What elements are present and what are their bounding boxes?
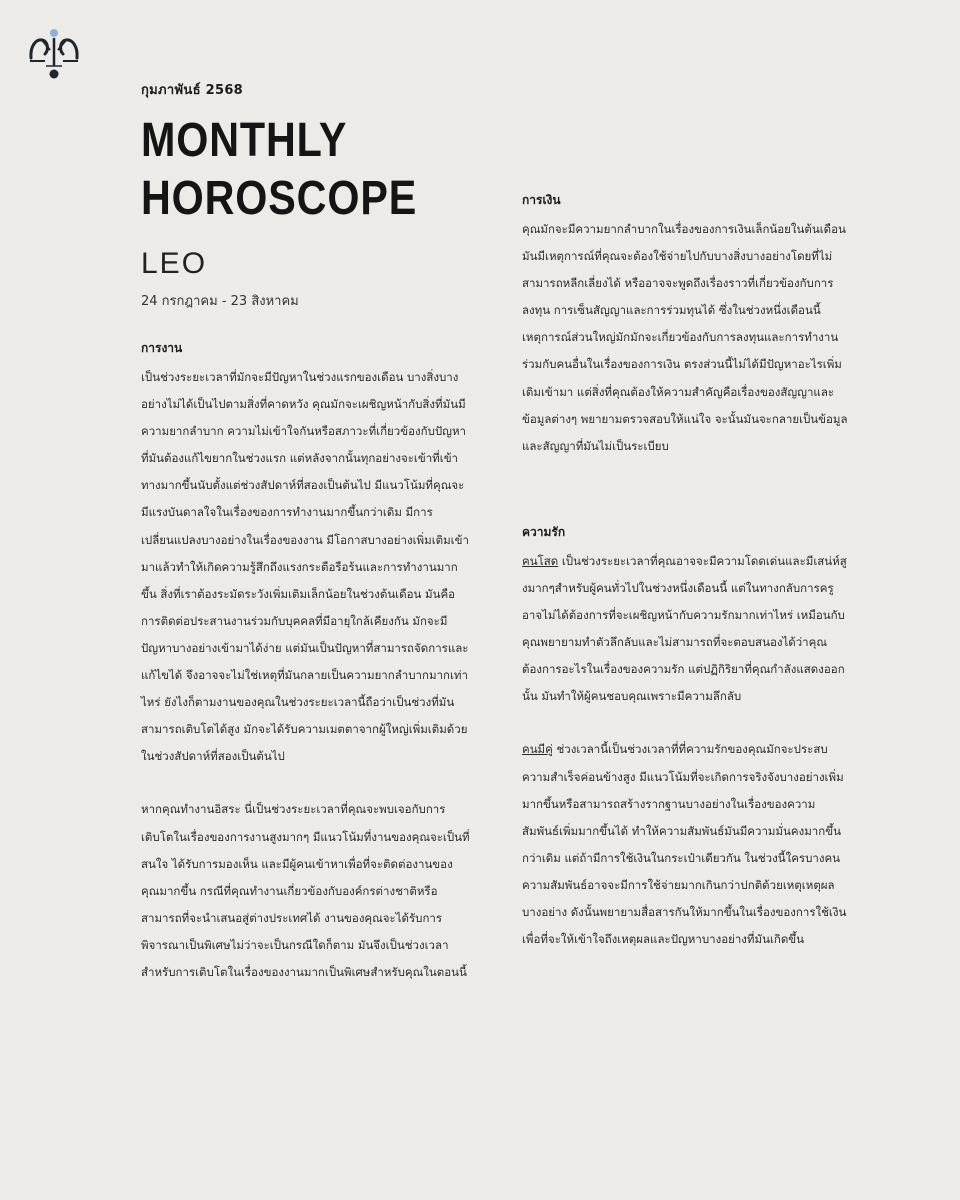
leo-scales-logo [28,28,80,80]
money-paragraph: คุณมักจะมีความยากลำบากในเรื่องของการเงินเล็กน้อยในต้นเดือน มันมีเหตุการณ์ที่คุณจะต้องใช้จ่ายไปกับบางสิ่งบางอย่างโดยที่ไม่สามารถหลีกเลี่ยงได้ หรืออาจจะพูดถึงเรื่องราวที่เกี่ยวข้องกับการลงทุน การเซ็นสัญญาและการร่วมทุนได้ ซึ่งในช่วงหนึ่งเดือนนี้เหตุการณ์ส่วนใหญ่มักมักจะเกี่ยวข้องกับการลงทุนและการทำงานร่วมกับคนอื่นในเรื่องของการเงิน ตรงส่วนนี้ไม่ได้มีปัญหาอะไรเพิ่มเติมเข้ามา แต่สิ่งที่คุณต้องให้ความสำคัญคือเรื่องของสัญญาและข้อมูลต่างๆ พยายามตรวจสอบให้แน่ใจ จะนั้นมันจะกลายเป็นข้อมูลและสัญญาที่มันไม่เป็นระเบียบ [522,222,848,453]
title-line-2: HOROSCOPE [141,172,418,225]
zodiac-sign: LEO [141,247,208,280]
page-title [141,112,425,228]
work-paragraph-1: เป็นช่วงระยะเวลาที่มักจะมีปัญหาในช่วงแรกของเดือน บางสิ่งบางอย่างไม่ได้เป็นไปตามสิ่งที่คาดหวัง คุณมักจะเผชิญหน้ากับสิ่งที่มันมีความยากลำบาก ความไม่เข้าใจกันหรือสภาวะที่เกี่ยวข้องกับปัญหาที่มันต้องแก้ไขยากในช่วงแรก แต่หลังจากนั้นทุกอย่างจะเข้าที่เข้าทางมากขึ้นนับตั้งแต่ช่วงสัปดาห์ที่สองเป็นต้นไป มีแนวโน้มที่คุณจะมีแรงบันดาลใจในเรื่องของการทำงานมากขึ้นกว่าเดิม มีการเปลี่ยนแปลงบางอย่างในเรื่องของงาน มีโอกาสบางอย่างเพิ่มเติมเข้ามาแล้วทำให้เกิดความรู้สึกถึงแรงกระตือรือร้นและการทำงานมากขึ้น สิ่งที่เราต้องระมัดระวังเพิ่มเติมเล็กน้อยในช่วงต้นเดือน มันคือการติดต่อประสานงานร่วมกับบุคคลที่มีอายุใกล้เคียงกัน มักจะมีปัญหาบางอย่างเข้ามาได้ง่าย แต่มันเป็นปัญหาที่สามารถจัดการและแก้ไขได้ จึงอาจจะไม่ใช่เหตุที่มันกลายเป็นความยากลำบากมากเท่าไหร่ ยังไงก็ตามงานของคุณในช่วงระยะเวลานี้ถือว่าเป็นช่วงที่มันสามารถเติบโตได้สูง มักจะได้รับความเมตตาจากผู้ใหญ่เพิ่มเติมด้วยในช่วงสัปดาห์ที่สองเป็นต้นไป [141,370,469,764]
right-column [522,190,852,953]
title-line-1: MONTHLY [141,114,348,167]
love-heading: ความรัก [522,524,566,539]
love-single-paragraph [522,548,852,711]
left-column [141,80,471,986]
money-heading: การเงิน [522,193,561,207]
couple-label: คนมีคู่ [522,742,553,757]
work-heading: การงาน [141,341,183,355]
sign-dates: 24 กรกฎาคม - 23 สิงหาคม [141,294,299,309]
love-couple-paragraph [522,736,852,953]
single-label: คนโสด [522,553,559,568]
month-label: กุมภาพันธ์ 2568 [141,83,244,98]
love-section [522,522,852,953]
work-paragraph-2: หากคุณทำงานอิสระ นี่เป็นช่วงระยะเวลาที่คุณจะพบเจอกับการเติบโตในเรื่องของการงานสูงมากๆ มีแนวโน้มที่งานของคุณจะเป็นที่สนใจ ได้รับการมองเห็น และมีผู้คนเข้าหาเพื่อที่จะติดต่องานของคุณมากขึ้น กรณีที่คุณทำงานเกี่ยวข้องกับองค์กรต่างชาติหรือสามารถที่จะนำเสนอสู่ต่างประเทศได้ งานของคุณจะได้รับการพิจารณาเป็นพิเศษไม่ว่าจะเป็นกรณีใดก็ตาม มันจึงเป็นช่วงเวลาสำหรับการเติบโตในเรื่องของงานมากเป็นพิเศษสำหรับคุณในตอนนี้ [141,802,470,979]
single-text: เป็นช่วงระยะเวลาที่คุณอาจจะมีความโดดเด่นและมีเสน่ห์สูงมากๆสำหรับผู้คนทั่วไปในช่วงหนึ่งเดือนนี้ แต่ในทางกลับการครูอาจไม่ได้ต้องการที่จะเผชิญหน้ากับความรักมากเท่าไหร่ เหมือนกับคุณพยายามทำตัวลึกลับและไม่สามารถที่จะตอบสนองได้ว่าคุณต้องการอะไรในเรื่องของความรัก แต่ปฏิกิริยาที่คุณกำลังแสดงออกนั้น มันทำให้ผู้คนชอบคุณเพราะมีความลึกลับ [522,553,847,704]
couple-text: ช่วงเวลานี้เป็นช่วงเวลาที่ที่ความรักของคุณมักจะประสบความสำเร็จค่อนข้างสูง มีแนวโน้มที่จะเกิดการจริงจังบางอย่างเพิ่มมากขึ้นหรือสามารถสร้างรากฐานบางอย่างในเรื่องของความสัมพันธ์เพิ่มมากขึ้นได้ ทำให้ความสัมพันธ์มันมีความมั่นคงมากขึ้นกว่าเดิม แต่ถ้ามีการใช้เงินในกระเป๋าเดียวกัน ในช่วงนี้ใครบางคนความสัมพันธ์อาจจะมีการใช้จ่ายมากเกินกว่าปกติด้วยเหตุเหตุผลบางอย่าง ดังนั้นพยายามสื่อสารกันให้มากขึ้นในเรื่องของการใช้เงินเพื่อที่จะให้เข้าใจถึงเหตุผลและปัญหาบางอย่างที่มันเกิดขึ้น [522,742,847,947]
money-section [522,190,852,460]
work-section [141,338,471,986]
